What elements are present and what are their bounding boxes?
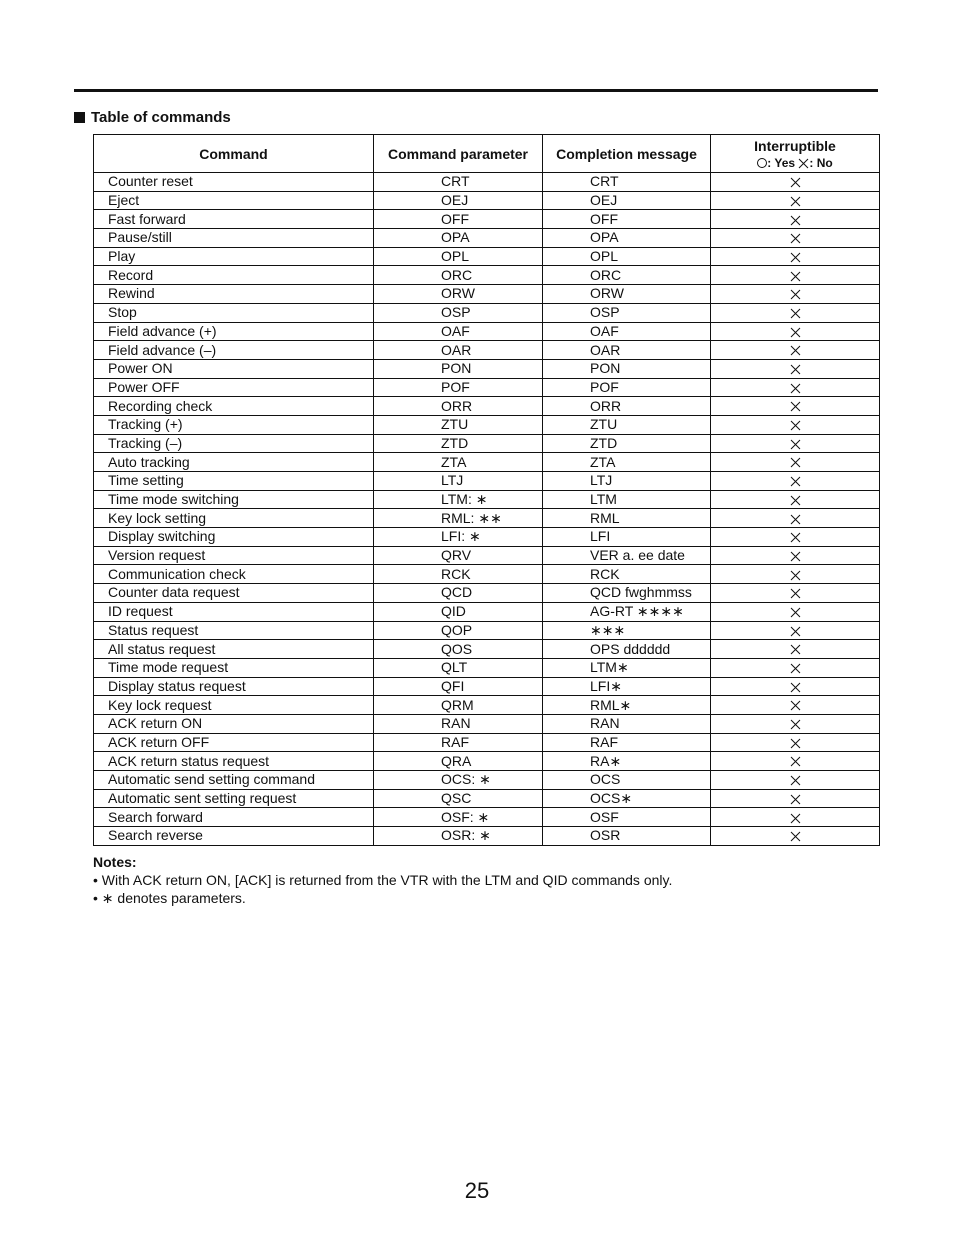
command-cell: Pause/still: [94, 229, 374, 248]
table-row: [94, 210, 880, 229]
note-item: • ∗ denotes parameters.: [93, 890, 246, 906]
interruptible-cell: [711, 191, 880, 210]
interruptible-cell: [711, 584, 880, 603]
column-header-command: Command: [94, 135, 374, 173]
notes-title: Notes:: [93, 854, 137, 870]
parameter-cell: ZTD: [374, 434, 543, 453]
table-row: [94, 397, 880, 416]
table-row: [94, 640, 880, 659]
cross-no-icon: [790, 364, 801, 375]
parameter-cell: OAR: [374, 341, 543, 360]
table-row: [94, 789, 880, 808]
commands-table: [93, 134, 880, 846]
interruptible-cell: [711, 771, 880, 790]
cross-no-icon: [790, 196, 801, 207]
completion-cell: RA∗: [543, 752, 711, 771]
command-cell: Automatic send setting command: [94, 771, 374, 790]
completion-cell: ZTD: [543, 434, 711, 453]
interruptible-cell: [711, 378, 880, 397]
command-cell: Key lock setting: [94, 509, 374, 528]
table-row: [94, 453, 880, 472]
parameter-cell: QRM: [374, 696, 543, 715]
interruptible-cell: [711, 173, 880, 192]
table-row: [94, 303, 880, 322]
table-row: [94, 173, 880, 192]
circle-yes-icon: [757, 158, 767, 168]
parameter-cell: LTJ: [374, 472, 543, 491]
completion-cell: RAF: [543, 733, 711, 752]
interruptible-cell: [711, 210, 880, 229]
completion-cell: AG-RT ∗∗∗∗: [543, 602, 711, 621]
interruptible-cell: [711, 565, 880, 584]
command-cell: Tracking (–): [94, 434, 374, 453]
interruptible-cell: [711, 621, 880, 640]
cross-no-icon: [790, 308, 801, 319]
column-header-interruptible: [711, 135, 880, 173]
command-cell: Communication check: [94, 565, 374, 584]
parameter-cell: OSP: [374, 303, 543, 322]
cross-no-icon: [790, 401, 801, 412]
parameter-cell: OSF: ∗: [374, 808, 543, 827]
interruptible-cell: [711, 696, 880, 715]
cross-no-icon: [790, 813, 801, 824]
page-number: 25: [464, 1178, 490, 1203]
parameter-cell: OEJ: [374, 191, 543, 210]
table-body: [94, 173, 880, 846]
table-row: [94, 621, 880, 640]
interruptible-cell: [711, 472, 880, 491]
interruptible-cell: [711, 434, 880, 453]
notes-block: [93, 853, 672, 907]
table-row: [94, 472, 880, 491]
table-row: [94, 509, 880, 528]
cross-no-icon: [790, 831, 801, 842]
parameter-cell: RML: ∗∗: [374, 509, 543, 528]
table-row: [94, 191, 880, 210]
completion-cell: QCD fwghmmss: [543, 584, 711, 603]
command-cell: Record: [94, 266, 374, 285]
command-cell: Time mode request: [94, 658, 374, 677]
parameter-cell: ZTA: [374, 453, 543, 472]
table-row: [94, 771, 880, 790]
interruptible-cell: [711, 827, 880, 846]
square-bullet-icon: [74, 112, 85, 123]
parameter-cell: QOP: [374, 621, 543, 640]
cross-no-icon: [790, 532, 801, 543]
completion-cell: LTM: [543, 490, 711, 509]
cross-no-icon: [790, 476, 801, 487]
completion-cell: OFF: [543, 210, 711, 229]
command-cell: Version request: [94, 546, 374, 565]
parameter-cell: ORR: [374, 397, 543, 416]
command-cell: Power ON: [94, 359, 374, 378]
command-cell: ACK return ON: [94, 714, 374, 733]
table-row: [94, 602, 880, 621]
parameter-cell: QID: [374, 602, 543, 621]
interruptible-cell: [711, 602, 880, 621]
command-cell: Time mode switching: [94, 490, 374, 509]
completion-cell: OSP: [543, 303, 711, 322]
table-row: [94, 565, 880, 584]
interruptible-cell: [711, 285, 880, 304]
table-row: [94, 322, 880, 341]
table-row: [94, 808, 880, 827]
cross-no-icon: [790, 738, 801, 749]
interruptible-cell: [711, 509, 880, 528]
interruptible-label: Interruptible: [754, 137, 836, 154]
command-cell: Eject: [94, 191, 374, 210]
parameter-cell: OPA: [374, 229, 543, 248]
section-heading: [74, 109, 231, 126]
interruptible-cell: [711, 322, 880, 341]
table-row: [94, 584, 880, 603]
cross-no-icon: [790, 495, 801, 506]
command-cell: Search reverse: [94, 827, 374, 846]
table-row: [94, 528, 880, 547]
parameter-cell: QLT: [374, 658, 543, 677]
cross-no-icon: [790, 794, 801, 805]
command-cell: Display status request: [94, 677, 374, 696]
command-cell: ACK return OFF: [94, 733, 374, 752]
cross-no-icon: [790, 215, 801, 226]
parameter-cell: LFI: ∗: [374, 528, 543, 547]
completion-cell: ∗∗∗: [543, 621, 711, 640]
parameter-cell: OAF: [374, 322, 543, 341]
table-row: [94, 752, 880, 771]
cross-no-icon: [790, 682, 801, 693]
parameter-cell: OCS: ∗: [374, 771, 543, 790]
interruptible-cell: [711, 397, 880, 416]
command-cell: Automatic sent setting request: [94, 789, 374, 808]
table-row: [94, 658, 880, 677]
interruptible-cell: [711, 546, 880, 565]
completion-cell: PON: [543, 359, 711, 378]
completion-cell: POF: [543, 378, 711, 397]
legend-yes-label: : Yes: [767, 155, 796, 170]
completion-cell: RAN: [543, 714, 711, 733]
interruptible-cell: [711, 247, 880, 266]
completion-cell: OCS∗: [543, 789, 711, 808]
parameter-cell: RAF: [374, 733, 543, 752]
cross-no-icon: [790, 327, 801, 338]
interruptible-cell: [711, 303, 880, 322]
parameter-cell: OSR: ∗: [374, 827, 543, 846]
completion-cell: VER a. ee date: [543, 546, 711, 565]
completion-cell: LFI: [543, 528, 711, 547]
table-row: [94, 696, 880, 715]
cross-no-icon: [798, 158, 809, 169]
cross-no-icon: [790, 233, 801, 244]
completion-cell: OPS dddddd: [543, 640, 711, 659]
command-cell: Power OFF: [94, 378, 374, 397]
note-item: • With ACK return ON, [ACK] is returned from the VTR with the LTM and QID commands only.: [93, 872, 673, 888]
parameter-cell: ORC: [374, 266, 543, 285]
completion-cell: LFI∗: [543, 677, 711, 696]
cross-no-icon: [790, 588, 801, 599]
completion-cell: OAR: [543, 341, 711, 360]
interruptible-legend: [711, 156, 879, 170]
command-cell: Field advance (+): [94, 322, 374, 341]
parameter-cell: QCD: [374, 584, 543, 603]
parameter-cell: POF: [374, 378, 543, 397]
completion-cell: ORR: [543, 397, 711, 416]
interruptible-cell: [711, 528, 880, 547]
table-row: [94, 229, 880, 248]
section-title: Table of commands: [91, 109, 231, 126]
completion-cell: RML: [543, 509, 711, 528]
command-cell: Status request: [94, 621, 374, 640]
interruptible-cell: [711, 640, 880, 659]
parameter-cell: QRA: [374, 752, 543, 771]
command-cell: Counter data request: [94, 584, 374, 603]
command-cell: Field advance (–): [94, 341, 374, 360]
completion-cell: OSF: [543, 808, 711, 827]
parameter-cell: RCK: [374, 565, 543, 584]
command-cell: ID request: [94, 602, 374, 621]
completion-cell: RML∗: [543, 696, 711, 715]
table-row: [94, 415, 880, 434]
table-row: [94, 714, 880, 733]
interruptible-cell: [711, 789, 880, 808]
cross-no-icon: [790, 626, 801, 637]
interruptible-cell: [711, 490, 880, 509]
interruptible-cell: [711, 714, 880, 733]
parameter-cell: CRT: [374, 173, 543, 192]
parameter-cell: QFI: [374, 677, 543, 696]
interruptible-cell: [711, 341, 880, 360]
interruptible-cell: [711, 453, 880, 472]
completion-cell: RCK: [543, 565, 711, 584]
completion-cell: CRT: [543, 173, 711, 192]
interruptible-cell: [711, 415, 880, 434]
cross-no-icon: [790, 177, 801, 188]
cross-no-icon: [790, 551, 801, 562]
cross-no-icon: [790, 514, 801, 525]
table-row: [94, 827, 880, 846]
interruptible-cell: [711, 229, 880, 248]
command-cell: Stop: [94, 303, 374, 322]
command-cell: Key lock request: [94, 696, 374, 715]
completion-cell: ORW: [543, 285, 711, 304]
table-row: [94, 490, 880, 509]
command-cell: Rewind: [94, 285, 374, 304]
command-cell: Fast forward: [94, 210, 374, 229]
command-cell: Display switching: [94, 528, 374, 547]
completion-cell: OSR: [543, 827, 711, 846]
interruptible-cell: [711, 266, 880, 285]
parameter-cell: QSC: [374, 789, 543, 808]
command-cell: Play: [94, 247, 374, 266]
parameter-cell: OPL: [374, 247, 543, 266]
completion-cell: OPA: [543, 229, 711, 248]
parameter-cell: OFF: [374, 210, 543, 229]
completion-cell: ORC: [543, 266, 711, 285]
table-row: [94, 247, 880, 266]
command-cell: Auto tracking: [94, 453, 374, 472]
completion-cell: ZTU: [543, 415, 711, 434]
table-row: [94, 546, 880, 565]
cross-no-icon: [790, 775, 801, 786]
cross-no-icon: [790, 607, 801, 618]
table-row: [94, 677, 880, 696]
cross-no-icon: [790, 457, 801, 468]
cross-no-icon: [790, 289, 801, 300]
cross-no-icon: [790, 756, 801, 767]
command-cell: Recording check: [94, 397, 374, 416]
interruptible-cell: [711, 677, 880, 696]
column-header-parameter: Command parameter: [374, 135, 543, 173]
cross-no-icon: [790, 271, 801, 282]
table-row: [94, 434, 880, 453]
cross-no-icon: [790, 700, 801, 711]
cross-no-icon: [790, 570, 801, 581]
parameter-cell: LTM: ∗: [374, 490, 543, 509]
completion-cell: LTJ: [543, 472, 711, 491]
legend-no-label: : No: [809, 155, 833, 170]
table-row: [94, 378, 880, 397]
table-row: [94, 733, 880, 752]
parameter-cell: QRV: [374, 546, 543, 565]
completion-cell: OPL: [543, 247, 711, 266]
completion-cell: OEJ: [543, 191, 711, 210]
parameter-cell: ORW: [374, 285, 543, 304]
cross-no-icon: [790, 719, 801, 730]
table-row: [94, 341, 880, 360]
interruptible-cell: [711, 752, 880, 771]
interruptible-cell: [711, 658, 880, 677]
completion-cell: LTM∗: [543, 658, 711, 677]
command-cell: All status request: [94, 640, 374, 659]
table-header-row: [94, 135, 880, 173]
top-rule: [74, 89, 878, 92]
column-header-completion: Completion message: [543, 135, 711, 173]
interruptible-cell: [711, 733, 880, 752]
cross-no-icon: [790, 420, 801, 431]
table-row: [94, 359, 880, 378]
completion-cell: ZTA: [543, 453, 711, 472]
cross-no-icon: [790, 663, 801, 674]
parameter-cell: RAN: [374, 714, 543, 733]
command-cell: Time setting: [94, 472, 374, 491]
command-cell: ACK return status request: [94, 752, 374, 771]
table-row: [94, 285, 880, 304]
command-cell: Tracking (+): [94, 415, 374, 434]
table-row: [94, 266, 880, 285]
cross-no-icon: [790, 345, 801, 356]
command-cell: Counter reset: [94, 173, 374, 192]
cross-no-icon: [790, 644, 801, 655]
parameter-cell: PON: [374, 359, 543, 378]
cross-no-icon: [790, 383, 801, 394]
interruptible-cell: [711, 359, 880, 378]
interruptible-cell: [711, 808, 880, 827]
command-cell: Search forward: [94, 808, 374, 827]
completion-cell: OAF: [543, 322, 711, 341]
cross-no-icon: [790, 252, 801, 263]
cross-no-icon: [790, 439, 801, 450]
parameter-cell: ZTU: [374, 415, 543, 434]
parameter-cell: QOS: [374, 640, 543, 659]
completion-cell: OCS: [543, 771, 711, 790]
